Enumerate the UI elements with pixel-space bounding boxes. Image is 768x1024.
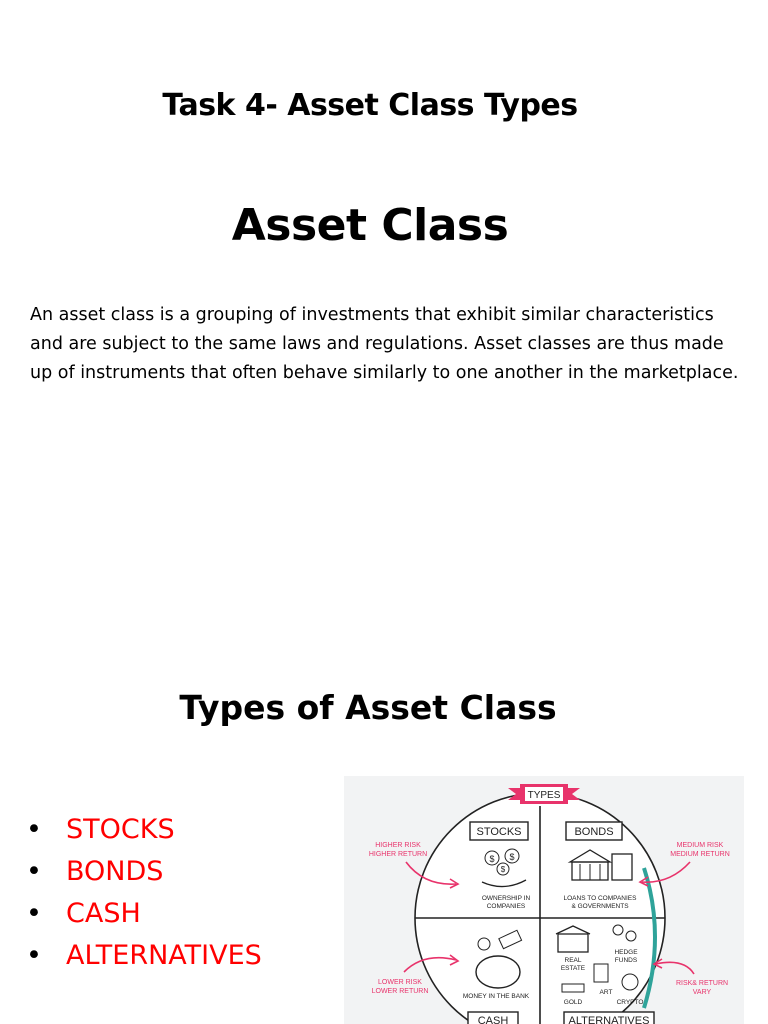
asset-type-label: ALTERNATIVES — [66, 939, 262, 971]
svg-text:MEDIUM RISK: MEDIUM RISK — [676, 842, 724, 849]
stocks-label: STOCKS — [476, 826, 522, 838]
bullet-icon: • — [26, 939, 42, 971]
types-heading: Types of Asset Class — [179, 688, 557, 727]
svg-text:MEDIUM RETURN: MEDIUM RETURN — [670, 851, 730, 858]
svg-text:REAL: REAL — [564, 957, 582, 964]
asset-type-list — [26, 808, 262, 976]
svg-text:FUNDS: FUNDS — [614, 957, 638, 964]
cash-label: CASH — [477, 1015, 509, 1024]
asset-type-item — [26, 934, 262, 976]
svg-text:CRYPTO: CRYPTO — [616, 999, 644, 1006]
definition-paragraph: An asset class is a grouping of investments that exhibit similar characteristics and are subject to the same laws and regulations. Asset classes are thus made up of instruments that often behave similarly to one another in the marketplace. — [30, 305, 739, 383]
main-heading: Asset Class — [231, 200, 509, 251]
asset-type-label: STOCKS — [66, 813, 175, 845]
task-title: Task 4- Asset Class Types — [162, 88, 578, 123]
svg-text:GOLD: GOLD — [563, 999, 583, 1006]
asset-type-label: BONDS — [66, 855, 164, 887]
svg-text:OWNERSHIP IN: OWNERSHIP IN — [481, 895, 531, 902]
alternatives-label: ALTERNATIVES — [568, 1015, 650, 1024]
svg-text:LOANS TO COMPANIES: LOANS TO COMPANIES — [563, 895, 637, 902]
asset-type-label: CASH — [66, 897, 141, 929]
svg-text:MONEY IN THE BANK: MONEY IN THE BANK — [462, 993, 530, 1000]
svg-text:RISK& RETURN: RISK& RETURN — [675, 980, 729, 987]
svg-text:VARY: VARY — [692, 989, 712, 996]
svg-text:& GOVERNMENTS: & GOVERNMENTS — [571, 903, 629, 910]
bonds-label: BONDS — [574, 826, 614, 838]
piggy-bank-icon — [476, 956, 520, 988]
svg-text:$: $ — [509, 852, 515, 862]
asset-types-diagram — [344, 776, 744, 1024]
svg-text:HIGHER RETURN: HIGHER RETURN — [368, 851, 428, 858]
svg-text:HEDGE: HEDGE — [614, 949, 638, 956]
bullet-icon: • — [26, 897, 42, 929]
diagram-svg — [344, 776, 744, 1024]
risk-vary-annotation — [654, 959, 728, 996]
svg-text:LOWER RISK: LOWER RISK — [378, 979, 422, 986]
svg-text:LOWER RETURN: LOWER RETURN — [371, 988, 429, 995]
svg-text:COMPANIES: COMPANIES — [486, 903, 526, 910]
asset-type-item — [26, 892, 262, 934]
bullet-icon: • — [26, 855, 42, 887]
svg-text:HIGHER RISK: HIGHER RISK — [375, 842, 421, 849]
bullet-icon: • — [26, 813, 42, 845]
banner-label: TYPES — [527, 790, 561, 801]
svg-text:ART: ART — [599, 989, 613, 996]
asset-type-item — [26, 808, 262, 850]
svg-text:ESTATE: ESTATE — [560, 965, 586, 972]
asset-type-item — [26, 850, 262, 892]
svg-text:$: $ — [500, 865, 506, 874]
svg-text:$: $ — [489, 854, 495, 864]
